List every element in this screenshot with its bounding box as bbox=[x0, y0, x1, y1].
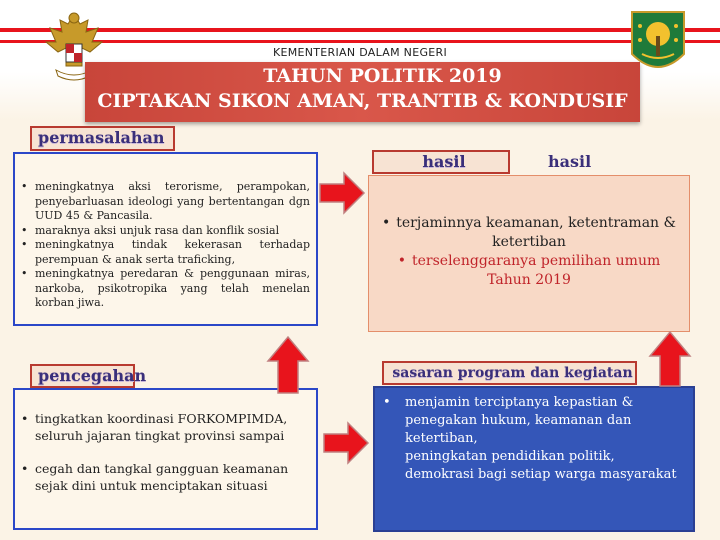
red-arrow-icon bbox=[318, 170, 366, 216]
ministry-name: KEMENTERIAN DALAM NEGERI bbox=[272, 46, 448, 59]
result-item-1: • terjaminnya keamanan, ketentraman & ketertiban bbox=[379, 214, 679, 252]
target-text-2: peningkatan pendidikan politik, demokrasi bagi setiap warga masyarakat bbox=[405, 449, 677, 482]
targets-bullet: • bbox=[383, 395, 391, 410]
results-label-echo: hasil bbox=[548, 152, 592, 171]
prevention-label: pencegahan bbox=[30, 364, 135, 388]
red-arrow-right-icon bbox=[322, 420, 370, 466]
targets-label: sasaran program dan kegiatan bbox=[382, 361, 637, 385]
problem-item-1: • meningkatnya aksi terorisme, perampokan, penyebarluasan ideologi yang bertentangan dgn UUD 45 & Pancasila. bbox=[21, 180, 310, 224]
result-item-2: • terselenggaranya pemilihan umum Tahun 2019 bbox=[379, 252, 679, 290]
problems-label: permasalahan bbox=[30, 126, 175, 151]
title-line-2: CIPTAKAN SIKON AMAN, TRANTIB & KONDUSIF bbox=[97, 90, 628, 112]
target-text-1: menjamin terciptanya kepastian & penegakan hukum, keamanan dan ketertiban, bbox=[405, 395, 634, 446]
problem-item-4: • meningkatnya peredaran & penggunaan miras, narkoba, psikotropika yang telah menelan korban jiwa. bbox=[21, 267, 310, 311]
title-line-1: TAHUN POLITIK 2019 bbox=[263, 65, 502, 87]
flag-stripe-red-2 bbox=[0, 40, 720, 43]
prevention-box bbox=[13, 388, 318, 530]
targets-box bbox=[373, 386, 695, 532]
red-arrow-up-right-icon bbox=[648, 330, 692, 388]
prevention-item-2: • cegah dan tangkal gangguan keamanan sejak dini untuk menciptakan situasi bbox=[21, 460, 308, 494]
problems-box bbox=[13, 152, 318, 326]
title-banner bbox=[85, 62, 640, 122]
red-arrow-up-icon bbox=[266, 335, 310, 395]
prevention-item-1: • tingkatkan koordinasi FORKOMPIMDA, seluruh jajaran tingkat provinsi sampai bbox=[21, 410, 308, 444]
results-box bbox=[368, 175, 690, 332]
results-label: hasil bbox=[372, 150, 510, 174]
flag-stripe-red bbox=[0, 28, 720, 32]
problem-item-3: • meningkatnya tindak kekerasan terhadap perempuan & anak serta traficking, bbox=[21, 238, 310, 267]
problem-item-2: • maraknya aksi unjuk rasa dan konflik sosial bbox=[21, 224, 310, 239]
